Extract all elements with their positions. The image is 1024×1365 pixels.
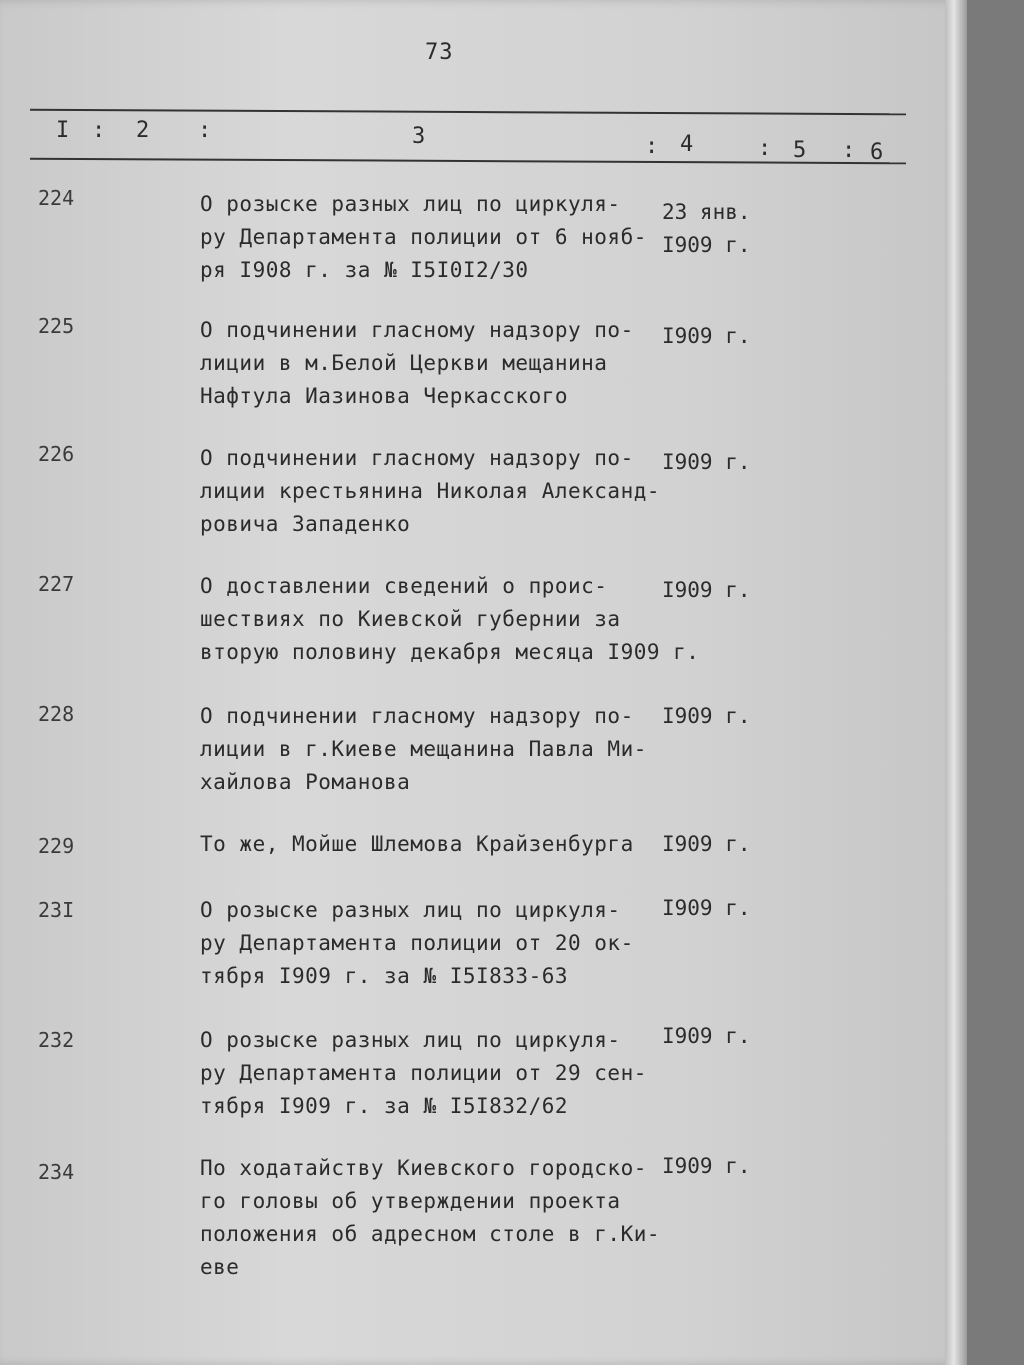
- entry-description: [200, 314, 670, 413]
- header-col-2: 2: [136, 118, 150, 143]
- entry-description: [200, 570, 700, 669]
- entry-description: [200, 894, 670, 993]
- entry-date-line: I909 г.: [662, 1154, 751, 1178]
- entry-description: [200, 1024, 670, 1123]
- entry-line: ру Департамента полиции от 6 нояб-: [200, 225, 647, 249]
- page-number: 73: [425, 40, 454, 65]
- header-sep-3: :: [645, 134, 659, 159]
- entry-line: ру Департамента полиции от 29 сен-: [200, 1061, 647, 1085]
- entry-line: По ходатайству Киевского городско-: [200, 1156, 647, 1180]
- entry-date-line: I909 г.: [662, 450, 751, 474]
- entry-line: шествиях по Киевской губернии за: [200, 607, 621, 631]
- entry-date: [662, 320, 751, 353]
- entry-date-line: I909 г.: [662, 832, 751, 856]
- entry-date-line: I909 г.: [662, 324, 751, 348]
- header-col-1: I: [56, 118, 70, 143]
- entry-line: ровича Западенко: [200, 512, 411, 536]
- entry-line: Нафтула Иазинова Черкасского: [200, 384, 569, 408]
- entry-line: О доставлении сведений о проис-: [200, 574, 608, 598]
- header-sep-4: :: [758, 136, 772, 161]
- entry-date: [662, 1020, 751, 1053]
- header-sep-1: :: [92, 118, 106, 143]
- entry-date-line: I909 г.: [662, 896, 751, 920]
- entry-number: 229: [38, 834, 75, 858]
- entry-number: 225: [38, 314, 75, 338]
- entry-line: го головы об утверждении проекта: [200, 1189, 621, 1213]
- entry-date: [662, 892, 751, 925]
- entry-line: О подчинении гласному надзору по-: [200, 446, 634, 470]
- entry-date-line: I909 г.: [662, 1024, 751, 1048]
- entry-number: 227: [38, 572, 75, 596]
- entry-description: [200, 442, 670, 541]
- entry-line: О розыске разных лиц по циркуля-: [200, 192, 621, 216]
- entry-date: [662, 574, 751, 607]
- entry-line: лиции в м.Белой Церкви мещанина: [200, 351, 608, 375]
- entry-number: 234: [38, 1160, 75, 1184]
- header-bottom-rule: [30, 158, 906, 165]
- entry-line: лиции крестьянина Николая Александ-: [200, 479, 661, 503]
- header-col-4: 4: [680, 132, 694, 157]
- entry-description: [200, 188, 670, 287]
- entry-date-line: I909 г.: [662, 578, 751, 602]
- entry-line: вторую половину декабря месяца I909 г.: [200, 640, 700, 664]
- entry-date: [662, 1150, 751, 1183]
- entry-date-line: I909 г.: [662, 233, 751, 257]
- entry-date: [662, 828, 751, 861]
- entry-date: [662, 446, 751, 479]
- header-col-3: 3: [412, 124, 426, 149]
- entry-description: [200, 1152, 670, 1284]
- page-edge: [945, 0, 967, 1365]
- entry-number: 232: [38, 1028, 75, 1052]
- header-col-5: 5: [793, 138, 807, 163]
- entry-line: ря I908 г. за № I5I0I2/30: [200, 258, 529, 282]
- entry-line: лиции в г.Киеве мещанина Павла Ми-: [200, 737, 647, 761]
- entry-line: То же, Мойше Шлемова Крайзенбурга: [200, 832, 634, 856]
- entry-line: О розыске разных лиц по циркуля-: [200, 1028, 621, 1052]
- entry-date: [662, 700, 751, 733]
- entry-line: ру Департамента полиции от 20 ок-: [200, 931, 634, 955]
- entry-number: 23I: [38, 898, 75, 922]
- entry-date-line: 23 янв.: [662, 200, 751, 224]
- header-top-rule: [30, 109, 906, 116]
- entry-description: [200, 700, 670, 799]
- entry-line: тября I909 г. за № I5I833-63: [200, 964, 569, 988]
- entry-line: тября I909 г. за № I5I832/62: [200, 1094, 569, 1118]
- header-col-6: 6: [870, 140, 884, 165]
- entry-line: положения об адресном столе в г.Ки-: [200, 1222, 661, 1246]
- entry-date-line: I909 г.: [662, 704, 751, 728]
- entry-line: О подчинении гласному надзору по-: [200, 318, 634, 342]
- header-sep-2: :: [198, 118, 212, 143]
- entry-line: еве: [200, 1255, 240, 1279]
- entry-description: [200, 828, 670, 861]
- entry-line: О розыске разных лиц по циркуля-: [200, 898, 621, 922]
- entry-line: О подчинении гласному надзору по-: [200, 704, 634, 728]
- header-sep-5: :: [842, 138, 856, 163]
- entry-number: 228: [38, 702, 75, 726]
- entry-line: хайлова Романова: [200, 770, 411, 794]
- entry-date: [662, 196, 751, 262]
- entry-number: 224: [38, 186, 75, 210]
- entry-number: 226: [38, 442, 75, 466]
